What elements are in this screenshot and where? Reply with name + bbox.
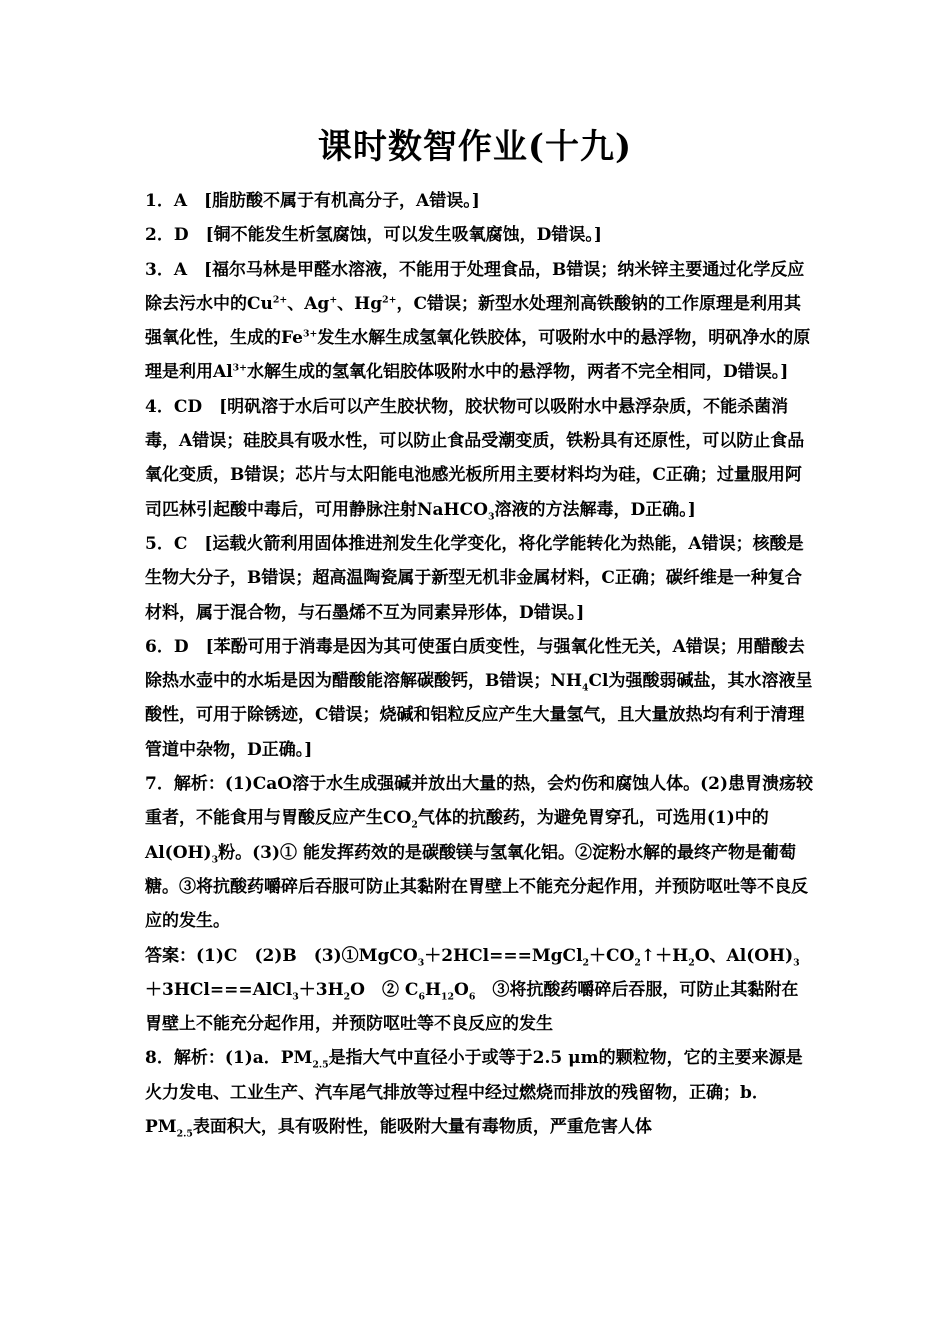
answer-5: 5．C [运载火箭利用固体推进剂发生化学变化，将化学能转化为热能，A错误；核酸是生物大分子，B错误；超高温陶瓷属于新型无机非金属材料，C正确；碳纤维是一种复合材料，属于混合物，与石墨烯不互为同素异形体，D错误。] xyxy=(145,533,804,623)
answer-3: 3．A [福尔马林是甲醛水溶液，不能用于处理食品，B错误；纳米锌主要通过化学反应除去污水中的$Cu^{2+}$、Ag+、$Hg^{2+}$，C错误；新型水处理剂高铁酸钠的工作原理是利用其强氧化性，生成的$Fe^{3+}$发生水解生成氢氧化铁胶体，可吸附水中的悬浮物，明矾净水的原理是利用$Al^{3+}$水解生成的氢氧化铝胶体吸附水中的悬浮物，两者不完全相同，D错误。] xyxy=(145,259,811,383)
answer-7-analysis: 7．解析：(1)CaO溶于水生成强碱并放出大量的热，会灼伤和腐蚀人体。(2)患胃溃疡较重者，不能食用与胃酸反应产生$CO_2$气体的抗酸药，为避免胃穿孔，可选用(1)中的$Al(OH)_3$粉。(3)① 能发挥药效的是碳酸镁与氢氧化铝。②淀粉水解的最终产物是葡萄糖。③将抗酸药嚼碎后吞服可防止其黏附在胃壁上不能充分起作用，并预防呕吐等不良反应的发生。 xyxy=(145,774,814,932)
answer-6: 6．D [苯酚可用于消毒是因为其可使蛋白质变性，与强氧化性无关，A错误；用醋酸去除热水壶中的水垢是因为醋酸能溶解碳酸钙，B错误；$NH_4Cl$为强酸弱碱盐，其水溶液呈酸性，可用于除锈迹，C错误；烧碱和铝粒反应产生大量氢气，且大量放热均有利于清理管道中杂物，D正确。] xyxy=(145,636,813,760)
answer-8-analysis: 8．解析：(1)a．$PM_{2.5}$是指大气中直径小于或等于2.5 μm的颗粒物，它的主要来源是火力发电、工业生产、汽车尾气排放等过程中经过燃烧而排放的残留物，正确；b．$PM_{2.5}$表面积大，具有吸附性，能吸附大量有毒物质，严重危害人体 xyxy=(145,1048,803,1140)
answer-content xyxy=(145,184,815,1144)
answer-4: 4．CD [明矾溶于水后可以产生胶状物，胶状物可以吸附水中悬浮杂质，不能杀菌消毒，A错误；硅胶具有吸水性，可以防止食品受潮变质，铁粉具有还原性，可以防止食品氧化变质，B错误；芯片与太阳能电池感光板所用主要材料均为硅，C正确；过量服用阿司匹林引起酸中毒后，可用静脉注射NaHCO$_3$溶液的方法解毒，D正确。] xyxy=(145,396,805,523)
answer-7-final: 答案：(1)C (2)B $(3)①MgCO_3+2HCl===MgCl_2+CO_2↑+H_2O$、$Al(OH)_3+3HCl===AlCl_3+3H_2O$ ② $C_6H_{12}O_6$ ③将抗酸药嚼碎后吞服，可防止其黏附在胃壁上不能充分起作用，并预防呕吐等不良反应的发生 xyxy=(145,945,800,1035)
answer-2: 2．D [铜不能发生析氢腐蚀，可以发生吸氧腐蚀，D错误。] xyxy=(145,225,602,246)
page-title: 课时数智作业(十九) xyxy=(317,127,633,167)
answer-1: 1．A [脂肪酸不属于有机高分子，A错误。] xyxy=(145,191,480,211)
